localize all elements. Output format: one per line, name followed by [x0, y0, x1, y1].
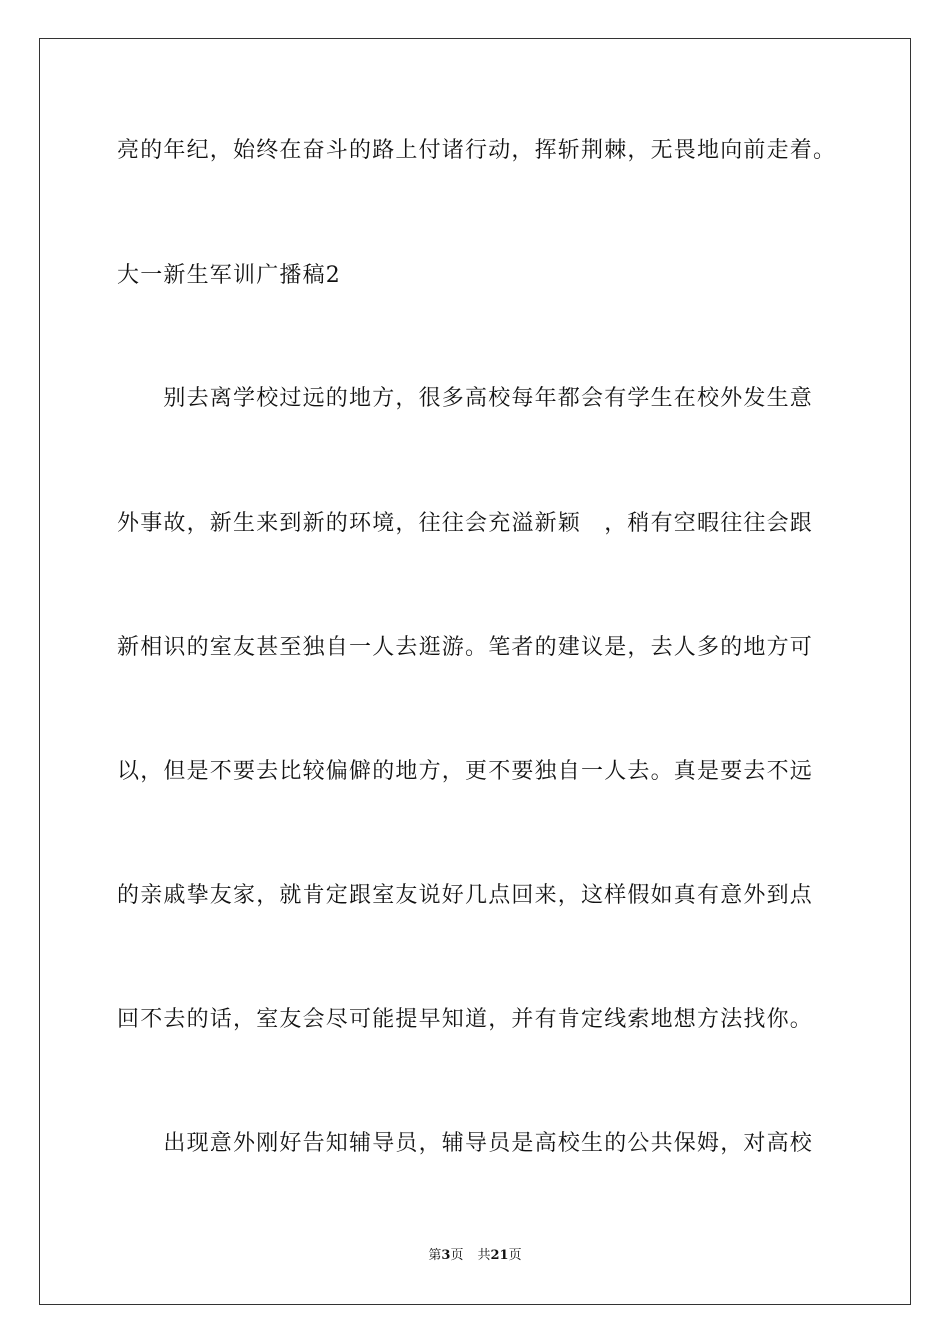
- body-text-line: 回不去的话，室友会尽可能提早知道，并有肯定线索地想方法找你。: [117, 1007, 814, 1032]
- body-text-line: 以，但是不要去比较偏僻的地方，更不要独自一人去。真是要去不远: [117, 759, 814, 784]
- body-text-line: 新相识的室友甚至独自一人去逛游。笔者的建议是，去人多的地方可: [117, 635, 814, 660]
- body-text-line: 的亲戚挚友家，就肯定跟室友说好几点回来，这样假如真有意外到点: [117, 883, 814, 908]
- total-prefix: 共: [477, 1248, 491, 1263]
- page-border: [39, 38, 911, 1305]
- body-text-line: 外事故，新生来到新的环境，往往会充溢新颖 ，稍有空暇往往会跟: [117, 511, 814, 536]
- page-prefix: 第: [428, 1248, 442, 1263]
- body-text-line: 出现意外刚好告知辅导员，辅导员是高校生的公共保姆，对高校: [117, 1131, 814, 1156]
- total-suffix: 页: [508, 1248, 522, 1263]
- body-text-line: 别去离学校过远的地方，很多高校每年都会有学生在校外发生意: [117, 386, 814, 411]
- page-number: 3: [441, 1248, 451, 1263]
- total-pages: 21: [490, 1248, 509, 1263]
- body-text-line: 亮的年纪，始终在奋斗的路上付诸行动，挥斩荆棘，无畏地向前走着。: [117, 138, 837, 163]
- section-heading: 大一新生军训广播稿2: [117, 263, 341, 288]
- page-suffix: 页: [450, 1248, 464, 1263]
- page-footer: [0, 1247, 950, 1265]
